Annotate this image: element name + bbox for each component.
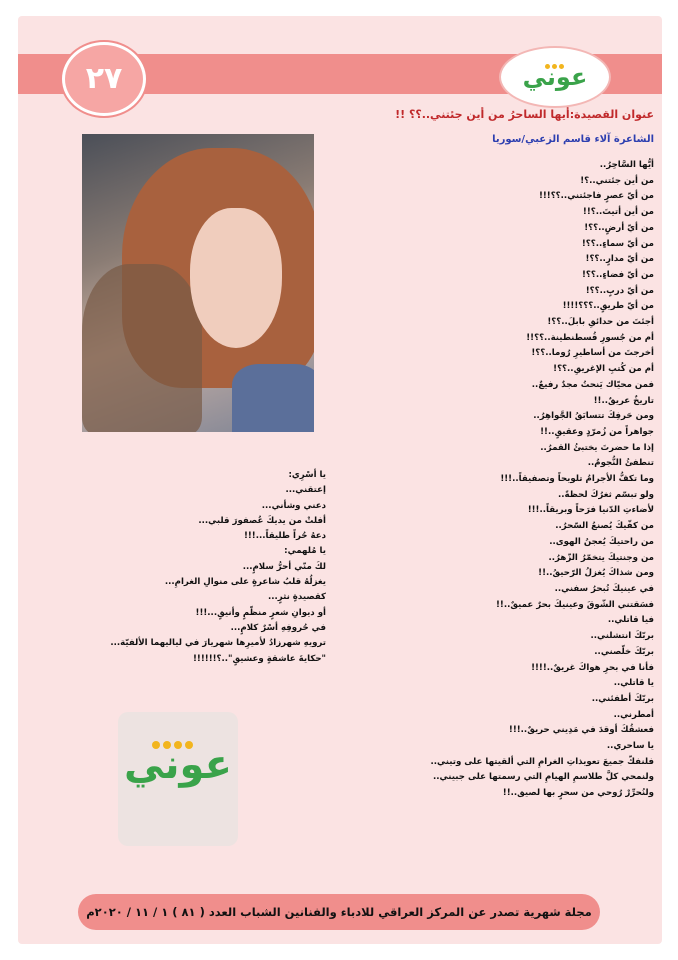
magazine-logo bbox=[499, 46, 611, 108]
poem-line: وما تكفُّ الأجرامُ تلويحاً وتصفيقاً..!!! bbox=[500, 474, 654, 485]
poem-line: من أيّ فضاءٍ..؟؟! bbox=[582, 269, 654, 280]
poem-line: في حُروفِهِ أسْرٌ كلامٍ... bbox=[230, 622, 326, 633]
poem-line: ترويهِ شهرزادُ لأميرِها شهريارَ في لياليهما الألفيّة... bbox=[110, 638, 326, 649]
poem-line: من أيّ سماءٍ..؟؟! bbox=[581, 238, 654, 249]
poem-line: يا ساحري.. bbox=[606, 741, 654, 752]
poem-column-right bbox=[324, 158, 654, 802]
poem-line: من راحتيكَ يُعجنُ الهوى.. bbox=[549, 536, 654, 547]
poem-line: تاريخٌ عريقٌ..!! bbox=[593, 395, 654, 406]
poem-line: تنطفئُ النُّجومُ.. bbox=[587, 458, 654, 469]
poem-line: ومن شذاكَ يُغزلُ الرّحيقُ..!! bbox=[538, 568, 654, 579]
poem-line: في عينيكَ تُبحرُ سفني.. bbox=[554, 583, 654, 594]
poem-line: ومن حَرفِكَ تتسابَقُ الجَّواهِرُ.. bbox=[533, 411, 654, 422]
poem-line: بربّكَ أطفئني.. bbox=[591, 693, 654, 704]
poem-line: أخرجتَ من أساطيرِ رُوما..؟؟! bbox=[531, 348, 654, 359]
poem-line: بربّكَ انتشلني.. bbox=[590, 631, 654, 642]
poem-author: الشاعرة آلاء قاسم الزعبي/سوريا bbox=[492, 134, 654, 145]
poem-line: من أين جئتني..؟! bbox=[580, 175, 654, 186]
magazine-logo-large bbox=[118, 712, 238, 846]
poem-line: من أين أتيتَ..؟!! bbox=[582, 207, 654, 218]
footer-bar bbox=[78, 894, 600, 930]
poem-column-left bbox=[96, 468, 326, 667]
poem-line: يغزلُهُ قلبُ شاعرةٍ على منوالِ الغرامِ... bbox=[164, 577, 326, 588]
poem-line: لكَ منّي أحرُّ سلامٍ... bbox=[242, 561, 326, 572]
logo-text-large: عوني bbox=[124, 742, 232, 788]
poem-line: دعني وشأني... bbox=[261, 500, 326, 511]
poem-line: أفلتْ من يديكَ عُصفورَ قلبي... bbox=[198, 515, 326, 526]
poem-line: يا مُلهمي: bbox=[284, 546, 326, 557]
poem-line: فأنا في بحرِ هواكَ غريقٌ..!!!! bbox=[531, 662, 654, 673]
poem-line: لأضاءتِ الدّنيا فرَحاً وبريقاً..!!! bbox=[527, 505, 654, 516]
poem-line: بربّكَ خلّصني.. bbox=[594, 646, 654, 657]
poem-line: كقصيدةٍ نثرٍ... bbox=[267, 592, 326, 603]
poem-line: "حكايةَ عاشقةٍ وعشيقٍ"..؟!!!!!! bbox=[193, 653, 326, 664]
footer-text: مجلة شهرية تصدر عن المركز العراقي للادباء والفنانين الشباب العدد ( ٨١ ) ١ / ١١ / ٢٠٢٠م bbox=[86, 905, 592, 919]
poem-line: من أيّ طريقٍ..؟؟؟!!!! bbox=[562, 301, 654, 312]
poem-line: إعتقني... bbox=[285, 485, 326, 496]
poem-line: فعشقُكَ أوقدَ في مَدِيني حريقٌ..!!! bbox=[508, 725, 654, 736]
poem-title: عنوان القصيدة:أيها الساحرُ من أين جئتني..؟؟ !! bbox=[395, 108, 654, 121]
poem-line: أجئتَ من حدائقِ بابلَ..؟؟! bbox=[547, 317, 654, 328]
poem-line: يا أسْرِي: bbox=[288, 470, 326, 480]
poem-line: من أيّ مدارٍ..؟؟! bbox=[585, 254, 654, 265]
poem-line: أمطرني.. bbox=[613, 709, 654, 720]
poem-line: من أيّ عصرٍ فاجئتني..؟؟!!! bbox=[538, 191, 654, 202]
poem-line: فمن محيّاك يَنحتُ مجدٌ رفيعٌ.. bbox=[531, 379, 654, 390]
poem-line: يا قاتلي.. bbox=[613, 678, 654, 689]
poem-line: من أيّ أرضٍ..؟؟! bbox=[584, 222, 654, 233]
poem-line: دعهُ حُراً طليقاً...!!! bbox=[243, 531, 326, 542]
poem-line: أيُّها السَّاحِرُ.. bbox=[599, 160, 654, 170]
poem-line: فلنفكّ جميعَ تعويذاتِ الغرامِ التي ألقيتها على وتيني.. bbox=[430, 756, 654, 767]
poem-line: ولو تبسّم ثغرُكَ لحظةً.. bbox=[558, 489, 654, 500]
poem-line: فيا قاتلي.. bbox=[607, 615, 654, 626]
poem-line: إذا ما حضرتَ يختبئُ القمرُ.. bbox=[540, 442, 654, 453]
poem-line: أو ديوانِ شعرٍ منظّمٍ وأنيقٍ...!!! bbox=[195, 607, 326, 618]
poem-line: من كفّيكَ يُصنعُ السّحرُ.. bbox=[555, 521, 654, 532]
poem-line: من وجنتيكَ يتخمّرُ الزّهرُ.. bbox=[548, 552, 654, 563]
page-number-badge bbox=[62, 42, 146, 116]
poem-line: أم من جُسورِ قُسطنطينة..؟؟!! bbox=[526, 332, 654, 343]
poem-line: أم من كُتبِ الإغريقِ..؟؟! bbox=[553, 364, 654, 375]
poem-line: ولنمحي كلَّ طلاسمِ الهيامِ التي رسمتها على جبيني.. bbox=[433, 772, 654, 783]
poem-line: من أيّ دربٍ..؟؟! bbox=[585, 285, 654, 296]
poem-line: فسَقتني الشّوقَ وعينيكَ بحرٌ عميقٌ..!! bbox=[496, 599, 654, 610]
poem-line: ولنُحرِّرْ رُوحي من سحرٍ بها لصيق..!! bbox=[502, 788, 654, 799]
poet-photo bbox=[82, 134, 314, 432]
logo-text: عوني bbox=[522, 63, 588, 91]
poem-line: جواهراً من زُمرّدٍ وعقيقٍ..!! bbox=[540, 426, 654, 437]
page-number: ٢٧ bbox=[85, 61, 123, 96]
